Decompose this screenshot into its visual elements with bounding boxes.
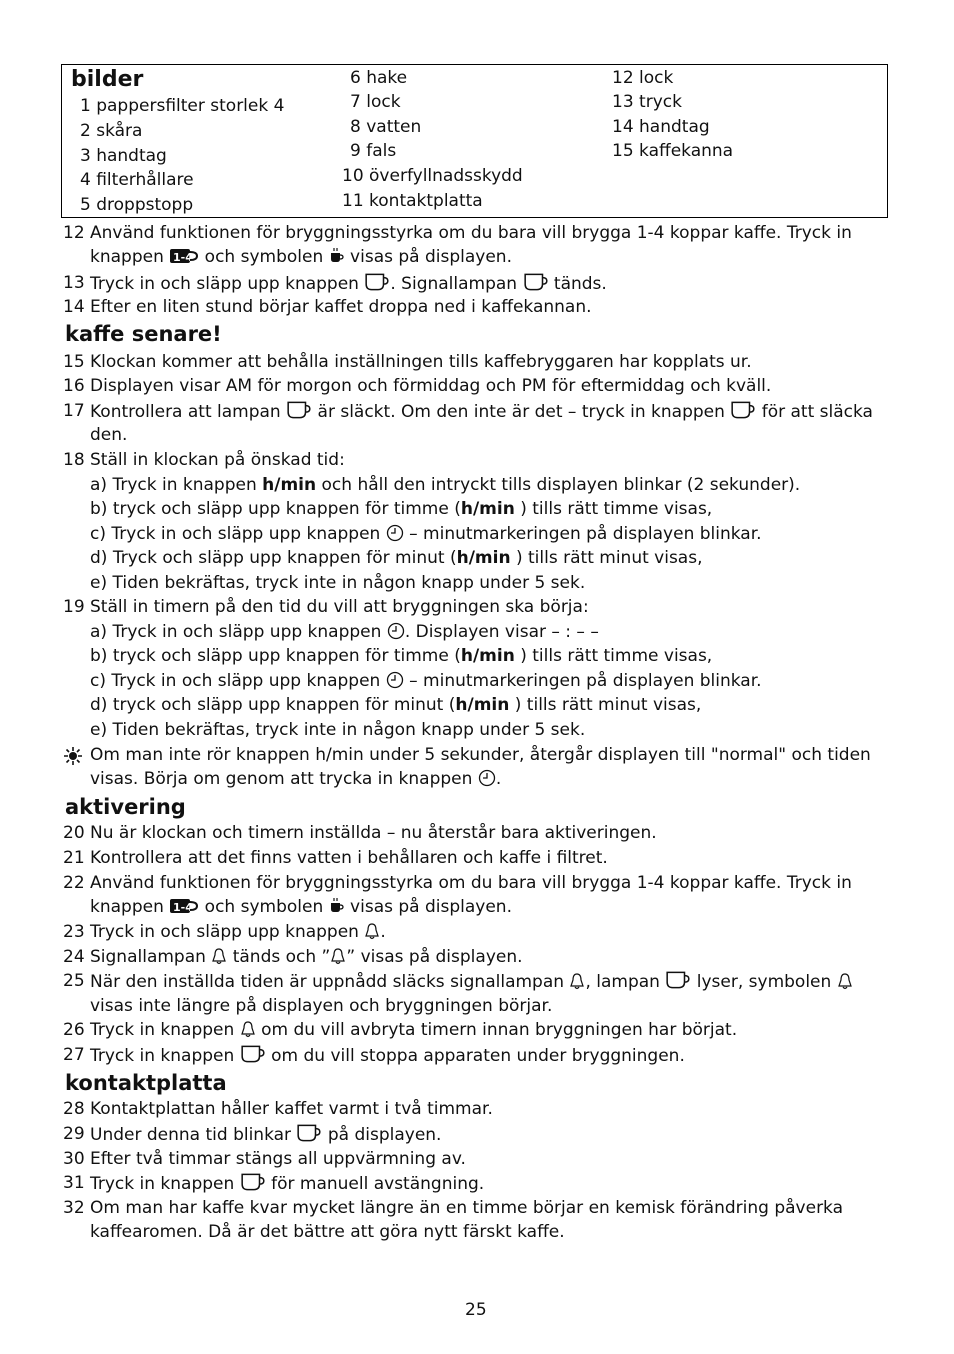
part-item: 8 vatten	[350, 117, 422, 137]
part-item: 6 hake	[350, 68, 408, 88]
part-item: 12 lock	[612, 68, 674, 88]
clock-icon	[386, 524, 404, 542]
item-number: 27	[63, 1045, 85, 1065]
substep-text: d) Tryck och släpp upp knappen för minut (h/min ) tills rätt minut visas,	[90, 548, 703, 568]
cup-icon	[730, 400, 756, 420]
small-cup-icon	[329, 897, 345, 915]
parts-list-box	[61, 64, 888, 218]
step-text: Ställ in klockan på önskad tid:	[90, 450, 345, 470]
section-heading-kaffe-senare: kaffe senare!	[65, 322, 222, 346]
substep-text: c) Tryck in och släpp upp knappen – minutmarkeringen på displayen blinkar.	[90, 671, 762, 691]
bell-icon	[364, 922, 380, 940]
step-text-line: knappen och symbolen visas på displayen.	[90, 247, 512, 267]
item-number: 32	[63, 1198, 85, 1218]
bell-icon	[569, 972, 585, 990]
step-text: den.	[90, 425, 128, 445]
item-number: 19	[63, 597, 85, 617]
bell-icon	[837, 972, 853, 990]
item-number: 31	[63, 1173, 85, 1193]
item-number: 21	[63, 848, 85, 868]
small-cup-icon	[329, 247, 345, 265]
item-number: 24	[63, 947, 85, 967]
item-number: 13	[63, 273, 85, 293]
part-item: 11 kontaktplatta	[342, 191, 483, 211]
part-item: 13 tryck	[612, 92, 682, 112]
item-number: 18	[63, 450, 85, 470]
substep-text: e) Tiden bekräftas, tryck inte in någon knapp under 5 sek.	[90, 573, 586, 593]
item-number: 20	[63, 823, 85, 843]
cup-icon	[240, 1172, 266, 1192]
step-text-line: Tryck in och släpp upp knappen . Signallampan tänds.	[90, 274, 607, 294]
substep-text: c) Tryck in och släpp upp knappen – minutmarkeringen på displayen blinkar.	[90, 524, 762, 544]
step-text: Efter två timmar stängs all uppvärmning av.	[90, 1149, 466, 1169]
clock-icon	[386, 671, 404, 689]
step-text: Om man har kaffe kvar mycket längre än en timme börjar en kemisk förändring påverka	[90, 1198, 844, 1218]
step-text-line: Tryck in knappen om du vill avbryta timern innan bryggningen har börjat.	[90, 1020, 738, 1040]
step-text-line: När den inställda tiden är uppnådd släcks signallampan , lampan lyser, symbolen	[90, 970, 853, 993]
clock-icon	[387, 622, 405, 640]
step-text: kaffearomen. Då är det bättre att göra nytt färskt kaffe.	[90, 1222, 565, 1242]
part-item: 9 fals	[350, 141, 397, 161]
item-number: 25	[63, 971, 85, 991]
step-text: Ställ in timern på den tid du vill att bryggningen ska börja:	[90, 597, 589, 617]
part-item: 4 filterhållare	[80, 170, 194, 190]
sun-icon	[64, 747, 82, 765]
step-text: Nu är klockan och timern inställda – nu återstår bara aktiveringen.	[90, 823, 657, 843]
substep-text: a) Tryck in knappen h/min och håll den intryckt tills displayen blinkar (2 sekunder).	[90, 475, 801, 495]
step-text-line: Kontrollera att lampan är släckt. Om den inte är det – tryck in knappen för att släcka	[90, 402, 873, 422]
step-text: Displayen visar AM för morgon och förmiddag och PM för eftermiddag och kväll.	[90, 376, 772, 396]
step-text-line: Under denna tid blinkar på displayen.	[90, 1125, 442, 1145]
item-number: 28	[63, 1099, 85, 1119]
part-item: 15 kaffekanna	[612, 141, 734, 161]
item-number: 15	[63, 352, 85, 372]
box-title: bilder	[71, 67, 144, 92]
item-number: 22	[63, 873, 85, 893]
step-text: Kontaktplattan håller kaffet varmt i två timmar.	[90, 1099, 493, 1119]
section-heading-aktivering: aktivering	[65, 795, 186, 819]
bell-icon	[330, 947, 346, 965]
strength-1-4-icon	[169, 897, 199, 915]
part-item: 3 handtag	[80, 146, 167, 166]
cup-icon	[665, 970, 691, 990]
section-heading-kontaktplatta: kontaktplatta	[65, 1071, 227, 1095]
step-text-line: Signallampan tänds och ” ” visas på displayen.	[90, 947, 523, 967]
step-text: Använd funktionen för bryggningsstyrka om du bara vill brygga 1-4 koppar kaffe. Tryck in	[90, 873, 852, 893]
step-text: visas inte längre på displayen och bryggningen börjar.	[90, 996, 553, 1016]
step-text: Efter en liten stund börjar kaffet droppa ned i kaffekannan.	[90, 297, 592, 317]
step-text: Klockan kommer att behålla inställningen tills kaffebryggaren har kopplats ur.	[90, 352, 752, 372]
tip-text: Om man inte rör knappen h/min under 5 sekunder, återgår displayen till "normal" och tiden	[90, 745, 871, 765]
substep-text: b) tryck och släpp upp knappen för timme (h/min ) tills rätt timme visas,	[90, 646, 713, 666]
part-item: 5 droppstopp	[80, 195, 194, 215]
bell-icon	[211, 947, 227, 965]
cup-icon	[240, 1044, 266, 1064]
strength-1-4-icon	[169, 247, 199, 265]
bell-icon	[240, 1020, 256, 1038]
cup-icon	[296, 1123, 322, 1143]
part-item: 7 lock	[350, 92, 401, 112]
substep-text: d) tryck och släpp upp knappen för minut (h/min ) tills rätt minut visas,	[90, 695, 702, 715]
step-text-line: Tryck in knappen om du vill stoppa apparaten under bryggningen.	[90, 1046, 685, 1066]
item-number: 14	[63, 297, 85, 317]
cup-icon	[523, 272, 549, 292]
part-item: 1 pappersfilter storlek 4	[80, 96, 285, 116]
substep-text: b) tryck och släpp upp knappen för timme (h/min ) tills rätt timme visas,	[90, 499, 713, 519]
item-number: 17	[63, 401, 85, 421]
item-number: 29	[63, 1124, 85, 1144]
cup-icon	[364, 272, 390, 292]
substep-text: a) Tryck in och släpp upp knappen . Displayen visar – : – –	[90, 622, 599, 642]
tip-text-line: visas. Börja om genom att trycka in knappen .	[90, 769, 502, 789]
part-item: 10 överfyllnadsskydd	[342, 166, 523, 186]
step-text-line: Tryck in knappen för manuell avstängning.	[90, 1174, 485, 1194]
item-number: 12	[63, 223, 85, 243]
step-text-line: knappen och symbolen visas på displayen.	[90, 897, 512, 917]
page-number: 25	[465, 1300, 487, 1320]
substep-text: e) Tiden bekräftas, tryck inte in någon knapp under 5 sek.	[90, 720, 586, 740]
item-number: 16	[63, 376, 85, 396]
part-item: 14 handtag	[612, 117, 710, 137]
part-item: 2 skåra	[80, 121, 143, 141]
step-text: Använd funktionen för bryggningsstyrka om du bara vill brygga 1-4 koppar kaffe. Tryck in	[90, 223, 852, 243]
item-number: 26	[63, 1020, 85, 1040]
step-text-line: Tryck in och släpp upp knappen .	[90, 922, 386, 942]
step-text: Kontrollera att det finns vatten i behållaren och kaffe i filtret.	[90, 848, 608, 868]
item-number: 30	[63, 1149, 85, 1169]
clock-icon	[478, 769, 496, 787]
cup-icon	[286, 400, 312, 420]
item-number: 23	[63, 922, 85, 942]
